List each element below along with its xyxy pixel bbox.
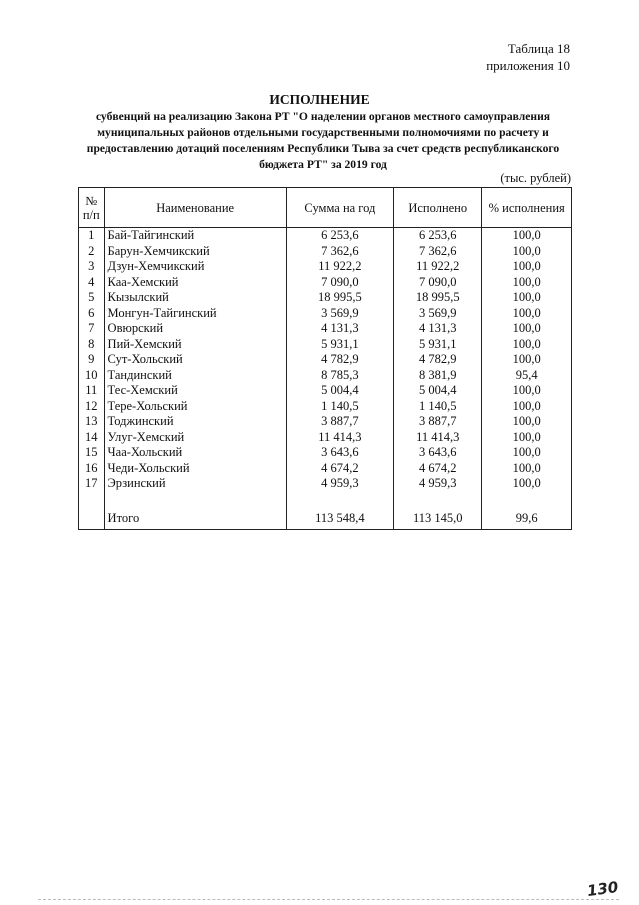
row-sum-cell: 7 090,0	[286, 275, 393, 291]
row-executed-cell: 3 887,7	[394, 414, 482, 430]
row-executed-cell: 7 090,0	[394, 275, 482, 291]
total-sum-cell: 113 548,4	[286, 509, 393, 530]
row-percent-cell: 100,0	[482, 337, 572, 353]
row-executed-cell: 4 131,3	[394, 321, 482, 337]
row-percent-cell: 100,0	[482, 461, 572, 477]
row-num-cell: 15	[79, 445, 105, 461]
total-executed-cell: 113 145,0	[394, 509, 482, 530]
row-percent-cell: 95,4	[482, 368, 572, 384]
row-sum-cell: 3 643,6	[286, 445, 393, 461]
page-number: 130	[585, 877, 620, 901]
spacer-cell	[394, 492, 482, 509]
row-num-cell: 3	[79, 259, 105, 275]
total-name-cell: Итого	[104, 509, 286, 530]
row-sum-cell: 3 569,9	[286, 306, 393, 322]
row-percent-cell: 100,0	[482, 445, 572, 461]
row-sum-cell: 4 782,9	[286, 352, 393, 368]
row-num-cell: 8	[79, 337, 105, 353]
table-header-row	[79, 188, 572, 228]
table-row	[79, 306, 572, 322]
table-row	[79, 445, 572, 461]
row-sum-cell: 7 362,6	[286, 244, 393, 260]
row-percent-cell: 100,0	[482, 244, 572, 260]
row-percent-cell: 100,0	[482, 306, 572, 322]
table-row	[79, 259, 572, 275]
table-row	[79, 399, 572, 415]
row-name-cell: Чаа-Хольский	[104, 445, 286, 461]
table-row	[79, 275, 572, 291]
row-name-cell: Пий-Хемский	[104, 337, 286, 353]
row-executed-cell: 4 782,9	[394, 352, 482, 368]
row-num-cell: 9	[79, 352, 105, 368]
row-executed-cell: 6 253,6	[394, 228, 482, 244]
table-row	[79, 476, 572, 492]
table-row	[79, 290, 572, 306]
row-percent-cell: 100,0	[482, 321, 572, 337]
header-executed: Исполнено	[394, 188, 482, 228]
row-name-cell: Барун-Хемчикский	[104, 244, 286, 260]
row-name-cell: Улуг-Хемский	[104, 430, 286, 446]
row-sum-cell: 4 131,3	[286, 321, 393, 337]
header-name: Наименование	[104, 188, 286, 228]
row-name-cell: Сут-Хольский	[104, 352, 286, 368]
row-name-cell: Кызылский	[104, 290, 286, 306]
row-executed-cell: 7 362,6	[394, 244, 482, 260]
total-percent-cell: 99,6	[482, 509, 572, 530]
row-num-cell: 7	[79, 321, 105, 337]
row-percent-cell: 100,0	[482, 275, 572, 291]
document-subtitle: субвенций на реализацию Закона РТ "О наделении органов местного самоуправления муниципальных районов отдельными государственными полномочиями по расчету и предоставлению дотаций поселениям Республики Тыва за счет средств республиканского бюджета РТ" за 2019 год	[86, 110, 560, 171]
row-num-cell: 11	[79, 383, 105, 399]
row-name-cell: Бай-Тайгинский	[104, 228, 286, 244]
row-executed-cell: 11 922,2	[394, 259, 482, 275]
table-row	[79, 368, 572, 384]
table-spacer-row	[79, 492, 572, 509]
page-bottom-edge	[38, 899, 619, 900]
row-sum-cell: 4 674,2	[286, 461, 393, 477]
row-sum-cell: 5 004,4	[286, 383, 393, 399]
units-note: (тыс. рублей)	[500, 171, 571, 185]
row-executed-cell: 8 381,9	[394, 368, 482, 384]
row-percent-cell: 100,0	[482, 259, 572, 275]
header-percent: % исполнения	[482, 188, 572, 228]
row-name-cell: Каа-Хемский	[104, 275, 286, 291]
spacer-cell	[79, 492, 105, 509]
table-row	[79, 321, 572, 337]
table-row	[79, 352, 572, 368]
row-name-cell: Тоджинский	[104, 414, 286, 430]
row-percent-cell: 100,0	[482, 414, 572, 430]
table-ref-line: Таблица 18	[507, 41, 570, 56]
row-num-cell: 12	[79, 399, 105, 415]
row-sum-cell: 5 931,1	[286, 337, 393, 353]
row-percent-cell: 100,0	[482, 430, 572, 446]
row-percent-cell: 100,0	[482, 383, 572, 399]
row-sum-cell: 3 887,7	[286, 414, 393, 430]
row-sum-cell: 11 922,2	[286, 259, 393, 275]
execution-table	[78, 187, 572, 530]
row-executed-cell: 11 414,3	[394, 430, 482, 446]
header-num: № п/п	[79, 188, 105, 228]
row-executed-cell: 3 643,6	[394, 445, 482, 461]
document-title: ИСПОЛНЕНИЕ	[269, 92, 370, 107]
table-row	[79, 337, 572, 353]
row-sum-cell: 1 140,5	[286, 399, 393, 415]
row-executed-cell: 5 931,1	[394, 337, 482, 353]
table-row	[79, 430, 572, 446]
row-percent-cell: 100,0	[482, 476, 572, 492]
row-num-cell: 14	[79, 430, 105, 446]
table-reference	[486, 40, 570, 74]
row-num-cell: 10	[79, 368, 105, 384]
appendix-ref-line: приложения 10	[486, 58, 570, 73]
row-num-cell: 17	[79, 476, 105, 492]
row-num-cell: 16	[79, 461, 105, 477]
row-executed-cell: 1 140,5	[394, 399, 482, 415]
table-row	[79, 383, 572, 399]
row-executed-cell: 3 569,9	[394, 306, 482, 322]
row-sum-cell: 11 414,3	[286, 430, 393, 446]
table-row	[79, 414, 572, 430]
row-name-cell: Тес-Хемский	[104, 383, 286, 399]
row-sum-cell: 6 253,6	[286, 228, 393, 244]
row-name-cell: Тандинский	[104, 368, 286, 384]
table-row	[79, 461, 572, 477]
total-num-cell	[79, 509, 105, 530]
row-executed-cell: 4 674,2	[394, 461, 482, 477]
row-sum-cell: 18 995,5	[286, 290, 393, 306]
row-name-cell: Чеди-Хольский	[104, 461, 286, 477]
table-row	[79, 228, 572, 244]
row-name-cell: Монгун-Тайгинский	[104, 306, 286, 322]
row-num-cell: 2	[79, 244, 105, 260]
row-num-cell: 6	[79, 306, 105, 322]
row-executed-cell: 5 004,4	[394, 383, 482, 399]
row-percent-cell: 100,0	[482, 290, 572, 306]
row-name-cell: Тере-Хольский	[104, 399, 286, 415]
spacer-cell	[104, 492, 286, 509]
row-num-cell: 1	[79, 228, 105, 244]
table-row	[79, 244, 572, 260]
row-num-cell: 5	[79, 290, 105, 306]
row-name-cell: Дзун-Хемчикский	[104, 259, 286, 275]
row-num-cell: 4	[79, 275, 105, 291]
row-num-cell: 13	[79, 414, 105, 430]
row-percent-cell: 100,0	[482, 352, 572, 368]
row-executed-cell: 4 959,3	[394, 476, 482, 492]
row-sum-cell: 8 785,3	[286, 368, 393, 384]
spacer-cell	[482, 492, 572, 509]
row-name-cell: Овюрский	[104, 321, 286, 337]
table-total-row	[79, 509, 572, 530]
row-name-cell: Эрзинский	[104, 476, 286, 492]
row-percent-cell: 100,0	[482, 399, 572, 415]
row-sum-cell: 4 959,3	[286, 476, 393, 492]
table-body	[79, 228, 572, 530]
spacer-cell	[286, 492, 393, 509]
row-percent-cell: 100,0	[482, 228, 572, 244]
row-executed-cell: 18 995,5	[394, 290, 482, 306]
header-sum: Сумма на год	[286, 188, 393, 228]
